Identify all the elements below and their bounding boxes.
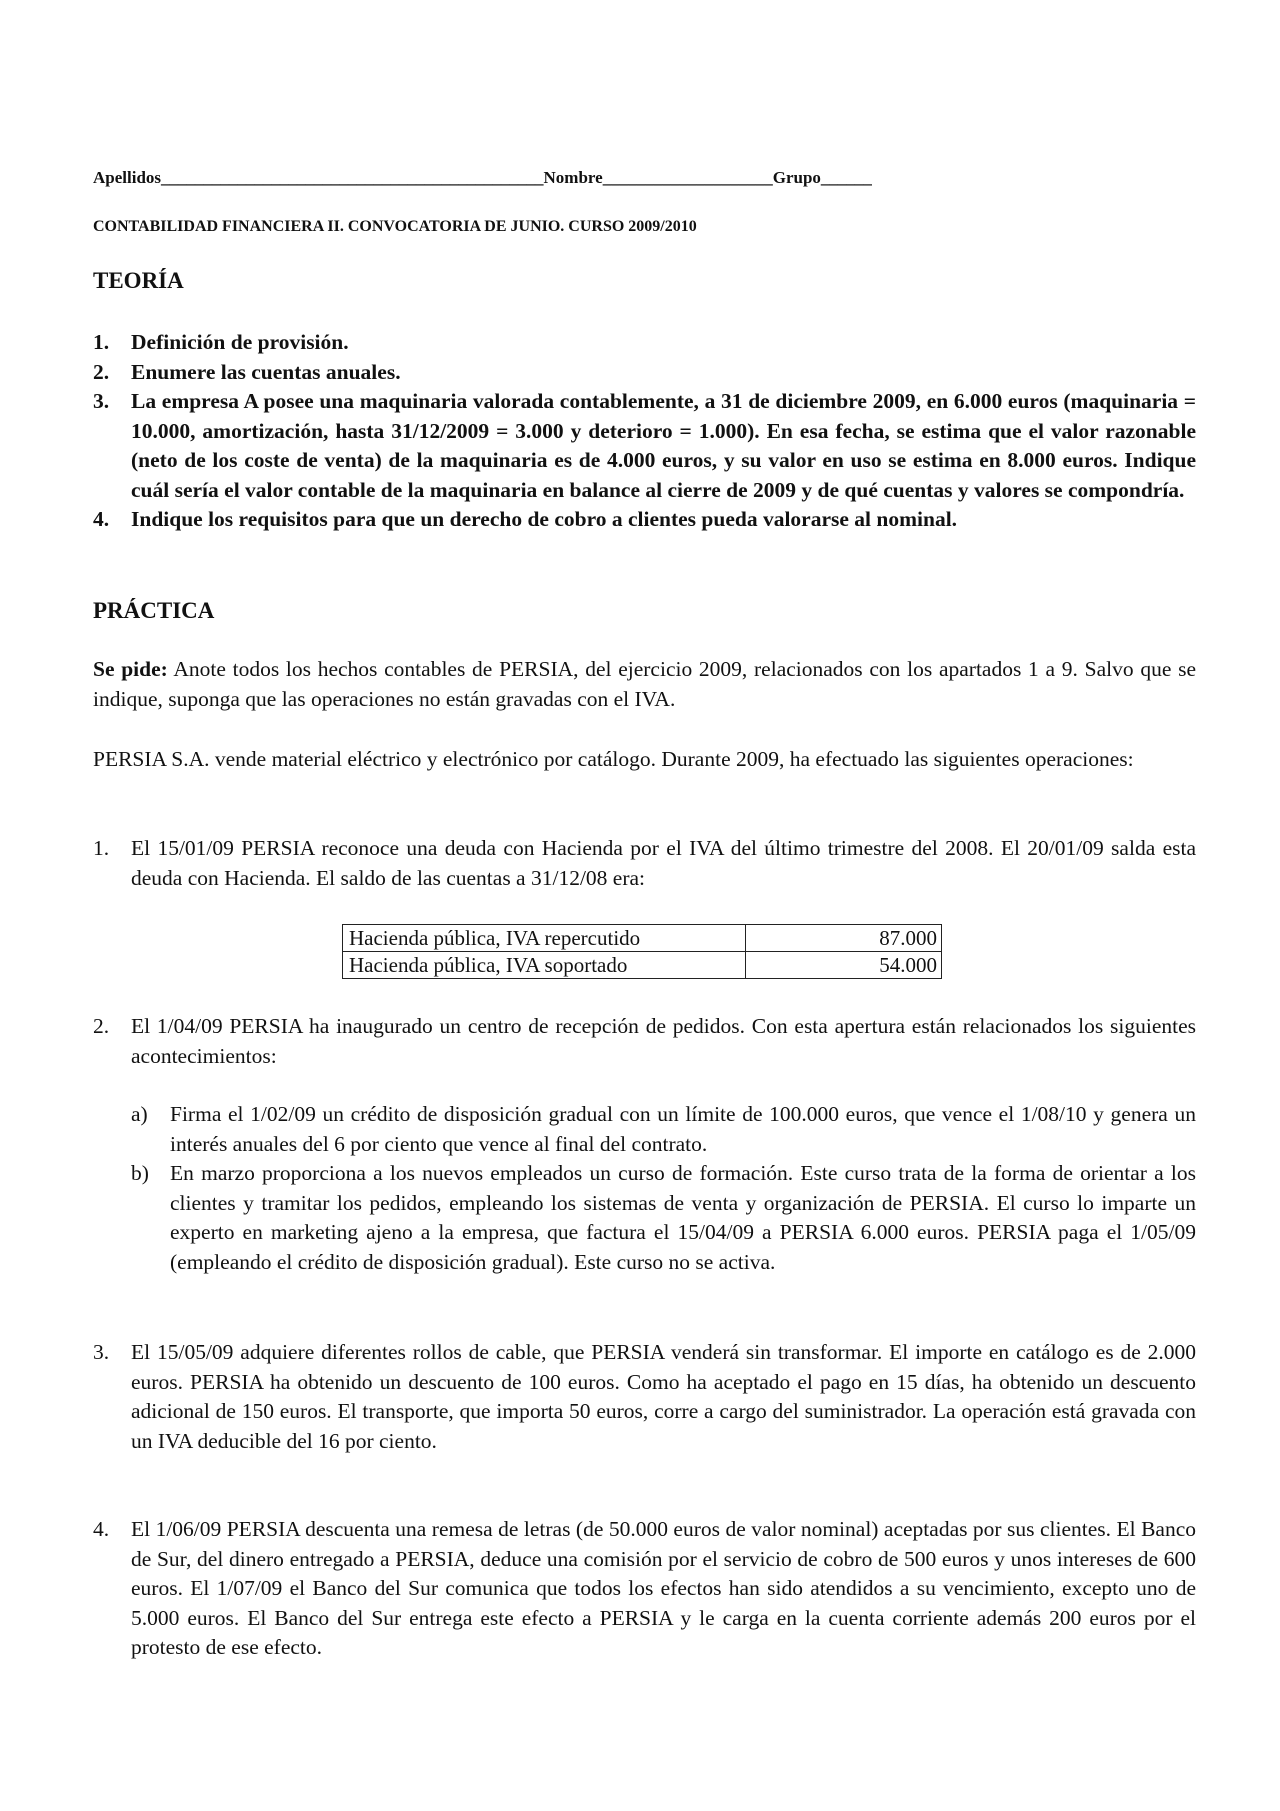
surname-field-line: _____________________________________________ [161, 168, 544, 187]
operation-2 [93, 1012, 1196, 1071]
question-text: Enumere las cuentas anuales. [131, 359, 401, 384]
task-text: Anote todos los hechos contables de PERSIA, del ejercicio 2009, relacionados con los apartados 1 a 9. Salvo que se indique, suponga que las operaciones no están gravadas con el IVA. [93, 657, 1196, 711]
group-label: Grupo [772, 168, 821, 187]
question-number: 2. [93, 359, 110, 384]
sub-item [131, 1100, 1196, 1159]
account-cell: Hacienda pública, IVA soportado [343, 952, 746, 979]
task-statement [93, 655, 1196, 714]
course-title: CONTABILIDAD FINANCIERA II. CONVOCATORIA DE JUNIO. CURSO 2009/2010 [93, 218, 697, 235]
theory-questions [93, 328, 1196, 535]
surname-label: Apellidos [93, 168, 162, 187]
amount-cell: 87.000 [746, 925, 942, 952]
operation-1 [93, 834, 1196, 893]
question-number: 1. [93, 330, 110, 354]
operation-text: El 1/04/09 PERSIA ha inaugurado un centro de recepción de pedidos. Con esta apertura están relacionados los siguientes acontecimientos: [131, 1014, 1196, 1068]
task-label: Se pide: [93, 657, 168, 681]
question-number: 3. [93, 389, 110, 413]
operation-3 [93, 1338, 1196, 1456]
question-text: Indique los requisitos para que un derecho de cobro a clientes pueda valorarse al nominal. [131, 507, 958, 531]
question-number: 4. [93, 507, 110, 531]
vat-balance-table [342, 924, 942, 979]
operation-text: El 1/06/09 PERSIA descuenta una remesa de letras (de 50.000 euros de valor nominal) aceptadas por sus clientes. El Banco de Sur, del dinero entregado a PERSIA, deduce una comisión por el servicio de cobro de 500 euros y unos intereses de 600 euros. El 1/07/09 el Banco del Sur comunica que todos los efectos han sido atendidos a su vencimiento, excepto uno de 5.000 euros. El Banco del Sur entrega este efecto a PERSIA y le carga en la cuenta corriente además 200 euros por el protesto de ese efecto. [131, 1517, 1196, 1659]
sub-item-letter: b) [131, 1161, 149, 1185]
operation-text: El 15/01/09 PERSIA reconoce una deuda con Hacienda por el IVA del último trimestre del 2008. El 20/01/09 salda esta deuda con Hacienda. El saldo de las cuentas a 31/12/08 era: [131, 836, 1196, 890]
sub-item-letter: a) [131, 1102, 148, 1126]
name-label: Nombre [543, 168, 603, 187]
practice-title: PRÁCTICA [93, 598, 215, 623]
theory-question [93, 387, 1196, 505]
operation-number: 1. [93, 836, 110, 860]
sub-item [131, 1159, 1196, 1277]
operation-number: 4. [93, 1517, 110, 1541]
theory-question [93, 328, 1196, 358]
operation-text: El 15/05/09 adquiere diferentes rollos de cable, que PERSIA venderá sin transformar. El importe en catálogo es de 2.000 euros. PERSIA ha obtenido un descuento de 100 euros. Como ha aceptado el pago en 15 días, ha obtenido un descuento adicional de 150 euros. El transporte, que importa 50 euros, corre a cargo del suministrador. La operación está gravada con un IVA deducible del 16 por ciento. [131, 1340, 1196, 1453]
company-intro: PERSIA S.A. vende material eléctrico y electrónico por catálogo. Durante 2009, ha efectuado las siguientes operaciones: [93, 747, 1134, 771]
sub-item-text: Firma el 1/02/09 un crédito de disposición gradual con un límite de 100.000 euros, que vence el 1/08/10 y genera un interés anuales del 6 por ciento que vence al final del contrato. [170, 1102, 1196, 1156]
amount-cell: 54.000 [746, 952, 942, 979]
question-text: Definición de provisión. [131, 330, 349, 354]
operation-4 [93, 1515, 1196, 1663]
theory-question [93, 358, 1196, 388]
table-row [343, 952, 942, 979]
name-field-line: ____________________ [602, 168, 773, 187]
group-field-line: ______ [820, 168, 872, 187]
sub-item-text: En marzo proporciona a los nuevos empleados un curso de formación. Este curso trata de la forma de orientar a los clientes y tramitar los pedidos, empleando los sistemas de venta y organización de PERSIA. El curso lo imparte un experto en marketing ajeno a la empresa, que factura el 15/04/09 a PERSIA 6.000 euros. PERSIA paga el 1/05/09 (empleando el crédito de disposición gradual). Este curso no se activa. [170, 1161, 1196, 1274]
theory-title: TEORÍA [93, 268, 184, 293]
theory-question [93, 505, 1196, 535]
student-info-line [93, 168, 1193, 188]
operation-2-subitems [131, 1100, 1196, 1277]
operation-number: 3. [93, 1340, 110, 1364]
question-text: La empresa A posee una maquinaria valorada contablemente, a 31 de diciembre 2009, en 6.000 euros (maquinaria = 10.000, amortización, hasta 31/12/2009 = 3.000 y deterioro = 1.000). En esa fecha, se estima que el valor razonable (neto de los coste de venta) de la maquinaria es de 4.000 euros, y su valor en uso se estima en 8.000 euros. Indique cuál sería el valor contable de la maquinaria en balance al cierre de 2009 y de qué cuentas y valores se compondría. [131, 389, 1196, 502]
operation-number: 2. [93, 1014, 110, 1038]
table-row [343, 925, 942, 952]
account-cell: Hacienda pública, IVA repercutido [343, 925, 746, 952]
